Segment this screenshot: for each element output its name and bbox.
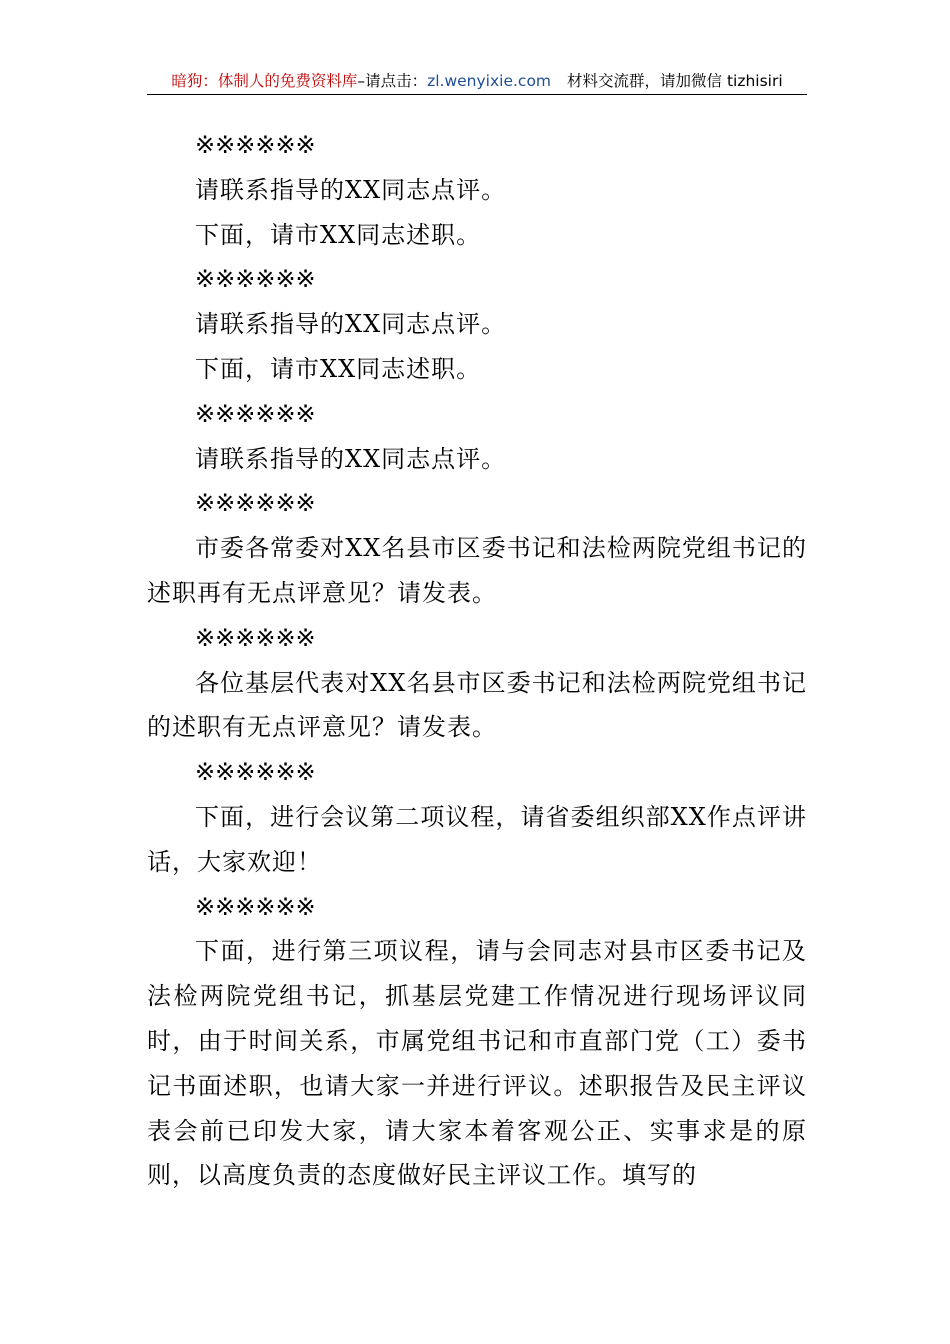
paragraph: 市委各常委对XX名县市区委书记和法检两院党组书记的述职再有无点评意见？请发表。 bbox=[147, 534, 807, 607]
paragraph: 下面，请市XX同志述职。 bbox=[195, 354, 482, 383]
separator-line: ※※※※※※ bbox=[195, 131, 316, 159]
separator-line: ※※※※※※ bbox=[195, 489, 316, 518]
paragraph: 下面，进行会议第二项议程，请省委组织部XX作点评讲话，大家欢迎！ bbox=[147, 802, 807, 876]
header-click-prefix: –请点击： bbox=[357, 72, 428, 90]
paragraph: 请联系指导的XX同志点评。 bbox=[195, 310, 507, 339]
separator-line: ※※※※※※ bbox=[195, 399, 316, 428]
separator-line: ※※※※※※ bbox=[195, 265, 316, 294]
paragraph: 各位基层代表对XX名县市区委书记和法检两院党组书记的述职有无点评意见？请发表。 bbox=[147, 668, 807, 742]
paragraph: 请联系指导的XX同志点评。 bbox=[195, 444, 507, 473]
header-wechat-note: 材料交流群，请加微信 tizhisiri bbox=[567, 72, 783, 90]
paragraph: 下面，请市XX同志述职。 bbox=[195, 220, 482, 249]
separator-line: ※※※※※※ bbox=[195, 758, 316, 787]
separator-line: ※※※※※※ bbox=[195, 623, 316, 652]
paragraph: 请联系指导的XX同志点评。 bbox=[195, 175, 507, 204]
header-url-link[interactable]: zl.wenyixie.com bbox=[427, 72, 552, 90]
separator-line: ※※※※※※ bbox=[195, 892, 316, 921]
document-body bbox=[147, 123, 807, 1198]
page-header bbox=[147, 68, 807, 95]
header-site-name: 暗狗：体制人的免费资料库 bbox=[171, 72, 358, 90]
paragraph: 下面，进行第三项议程，请与会同志对县市区委书记及法检两院党组书记，抓基层党建工作情况进行现场评议同时，由于时间关系，市属党组书记和市直部门党（工）委书记书面述职，也请大家一并进行评议。述职报告及民主评议表会前已印发大家，请大家本着客观公正、实事求是的原则，以高度负责的态度做好民主评议工作。填写的 bbox=[147, 937, 807, 1190]
